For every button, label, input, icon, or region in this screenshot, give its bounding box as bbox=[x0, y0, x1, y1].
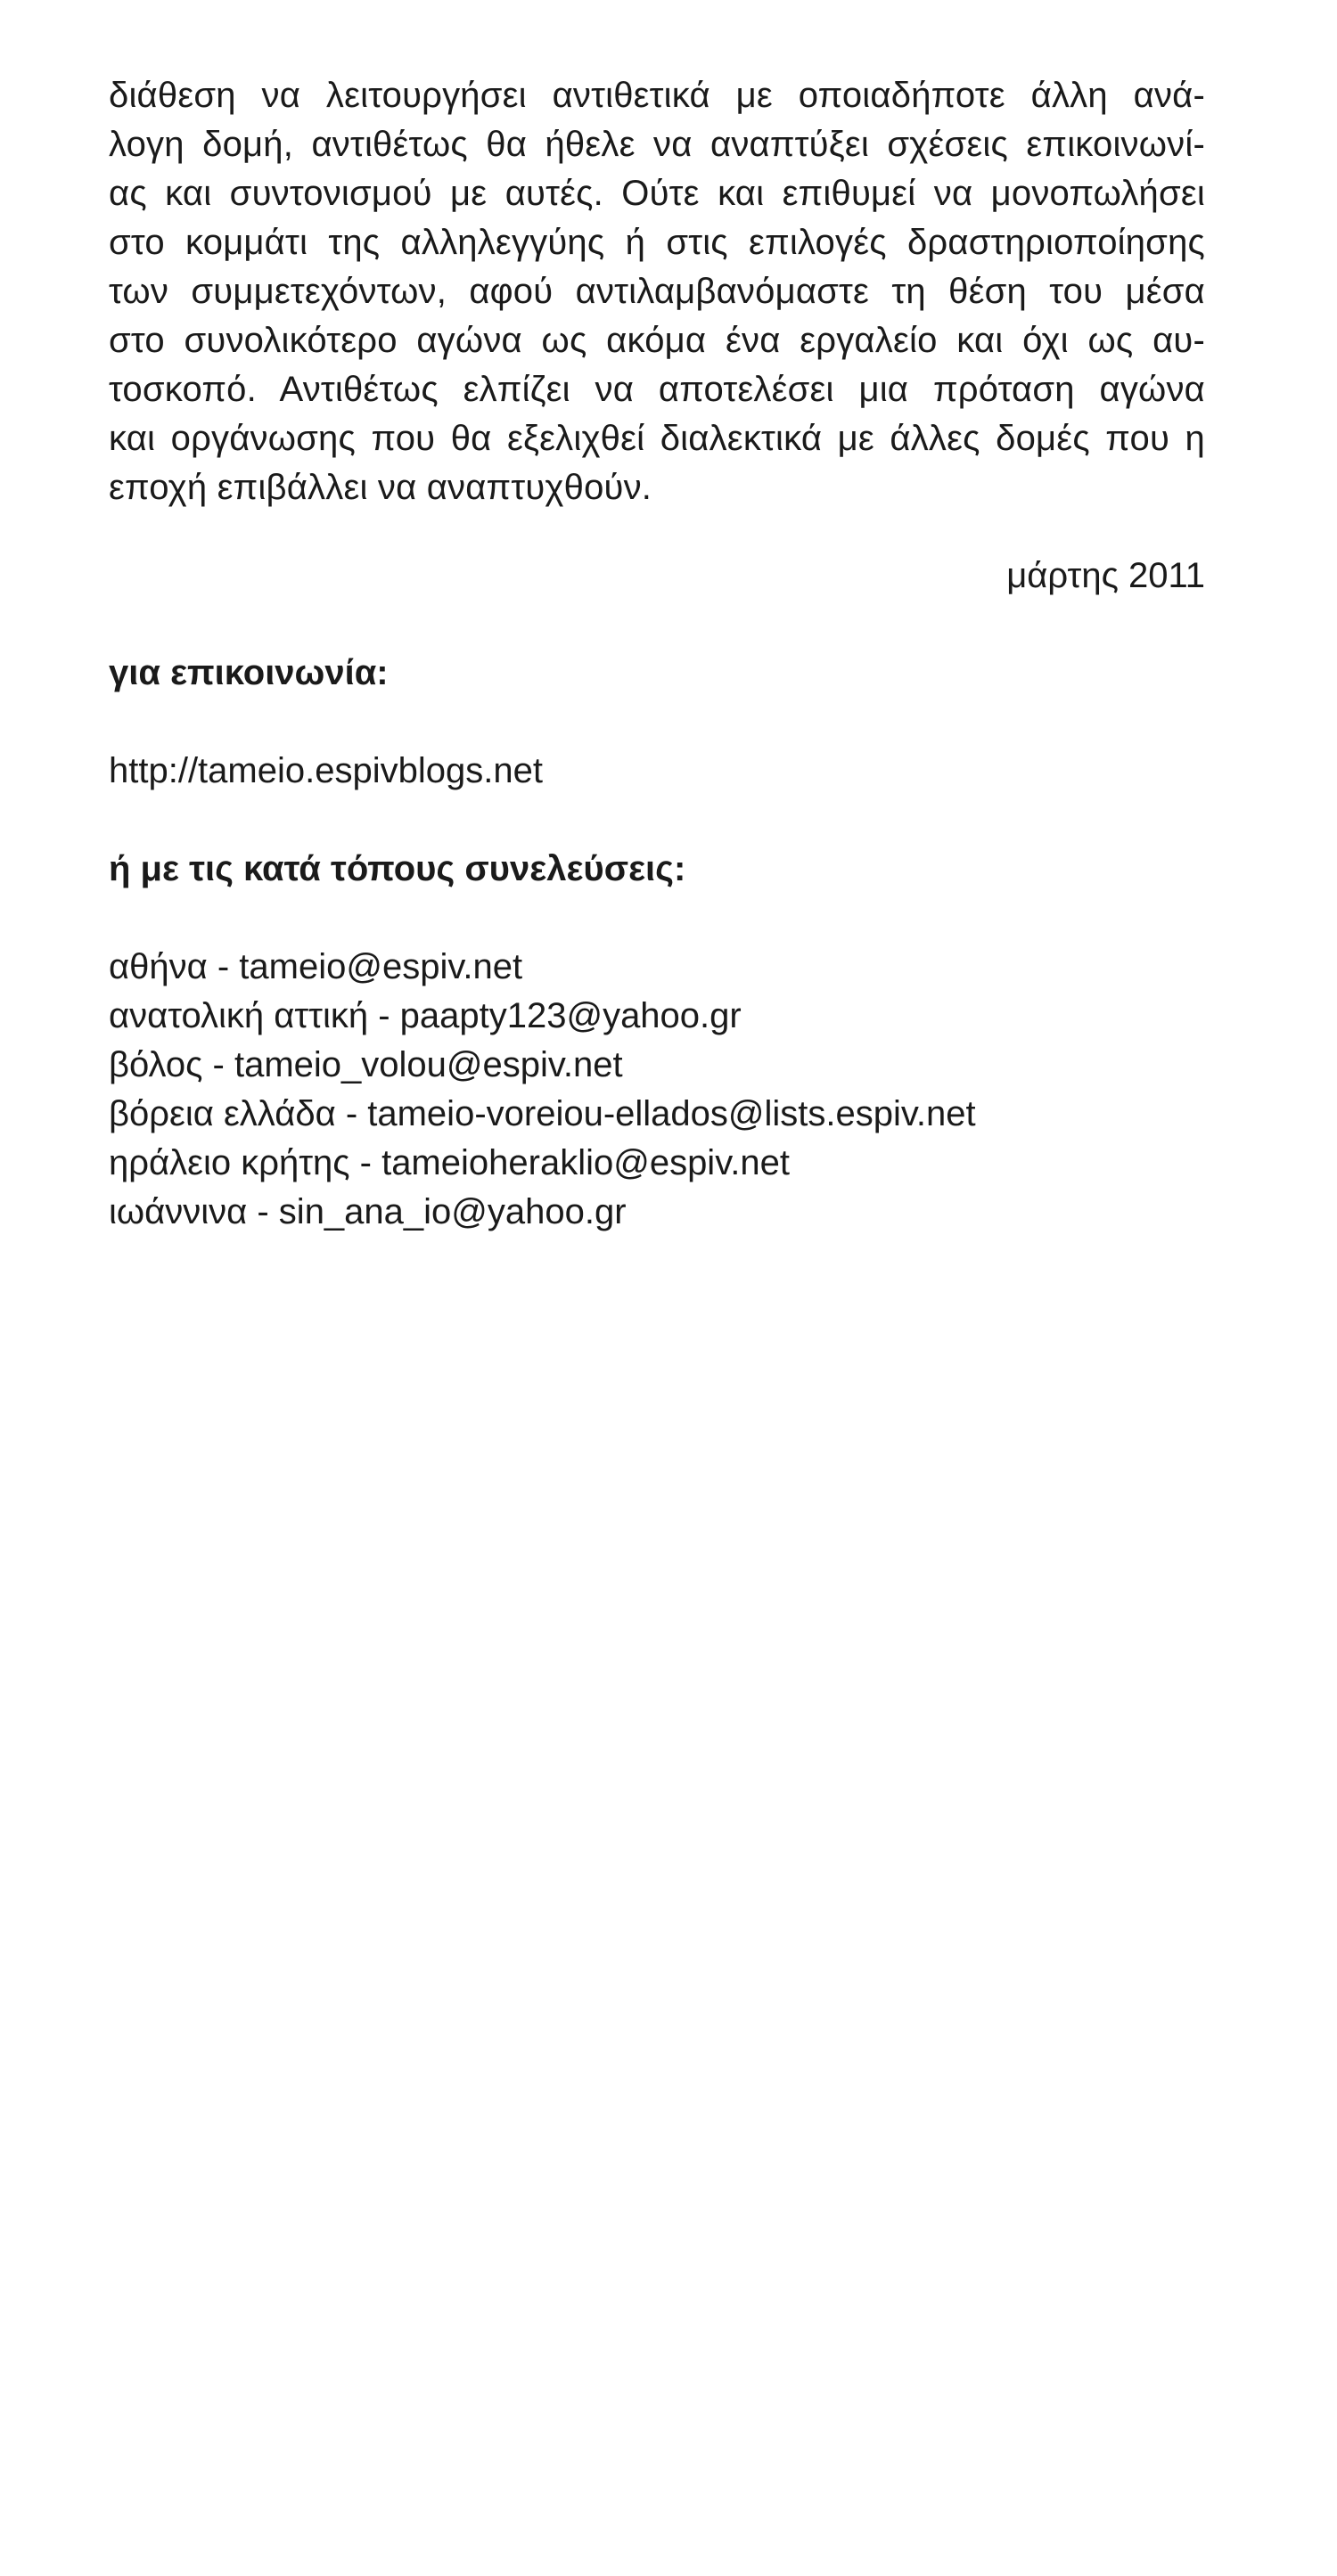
contact-item[interactable]: ανατολική αττική - paapty123@yahoo.gr bbox=[109, 996, 742, 1035]
paragraph-line: λογη δομή, αντιθέτως θα ήθελε να αναπτύξει σχέσεις επικοινωνί- bbox=[109, 125, 1205, 164]
body-paragraph bbox=[109, 71, 1205, 512]
contact-item[interactable]: βόλος - tameio_volou@espiv.net bbox=[109, 1045, 623, 1084]
paragraph-line: των συμμετεχόντων, αφού αντιλαμβανόμαστε τη θέση του μέσα bbox=[109, 272, 1205, 311]
contact-item[interactable]: αθήνα - tameio@espiv.net bbox=[109, 947, 523, 986]
paragraph-line: στο συνολικότερο αγώνα ως ακόμα ένα εργαλείο και όχι ως αυ- bbox=[109, 321, 1205, 360]
paragraph-line: διάθεση να λειτουργήσει αντιθετικά με οποιαδήποτε άλλη ανά- bbox=[109, 76, 1205, 115]
paragraph-line: ας και συντονισμού με αυτές. Ούτε και επιθυμεί να μονοπωλήσει bbox=[109, 174, 1205, 213]
contact-list bbox=[109, 943, 1205, 1237]
contact-heading: για επικοινωνία: bbox=[109, 653, 389, 692]
contact-item[interactable]: ιωάννινα - sin_ana_io@yahoo.gr bbox=[109, 1192, 627, 1231]
paragraph-line: τοσκοπό. Αντιθέτως ελπίζει να αποτελέσει μια πρόταση αγώνα bbox=[109, 370, 1205, 409]
assemblies-heading: ή με τις κατά τόπους συνελεύσεις: bbox=[109, 849, 686, 888]
contact-item[interactable]: βόρεια ελλάδα - tameio-voreiou-ellados@lists.espiv.net bbox=[109, 1094, 976, 1133]
paragraph-line: εποχή επιβάλλει να αναπτυχθούν. bbox=[109, 468, 652, 507]
document-date: μάρτης 2011 bbox=[1006, 556, 1205, 595]
paragraph-line: και οργάνωσης που θα εξελιχθεί διαλεκτικά με άλλες δομές που η bbox=[109, 419, 1205, 458]
website-link[interactable]: http://tameio.espivblogs.net bbox=[109, 751, 543, 790]
contact-item[interactable]: ηράλειο κρήτης - tameioheraklio@espiv.net bbox=[109, 1143, 790, 1182]
document-page bbox=[109, 71, 1205, 1237]
paragraph-line: στο κομμάτι της αλληλεγγύης ή στις επιλογές δραστηριοποίησης bbox=[109, 223, 1205, 262]
